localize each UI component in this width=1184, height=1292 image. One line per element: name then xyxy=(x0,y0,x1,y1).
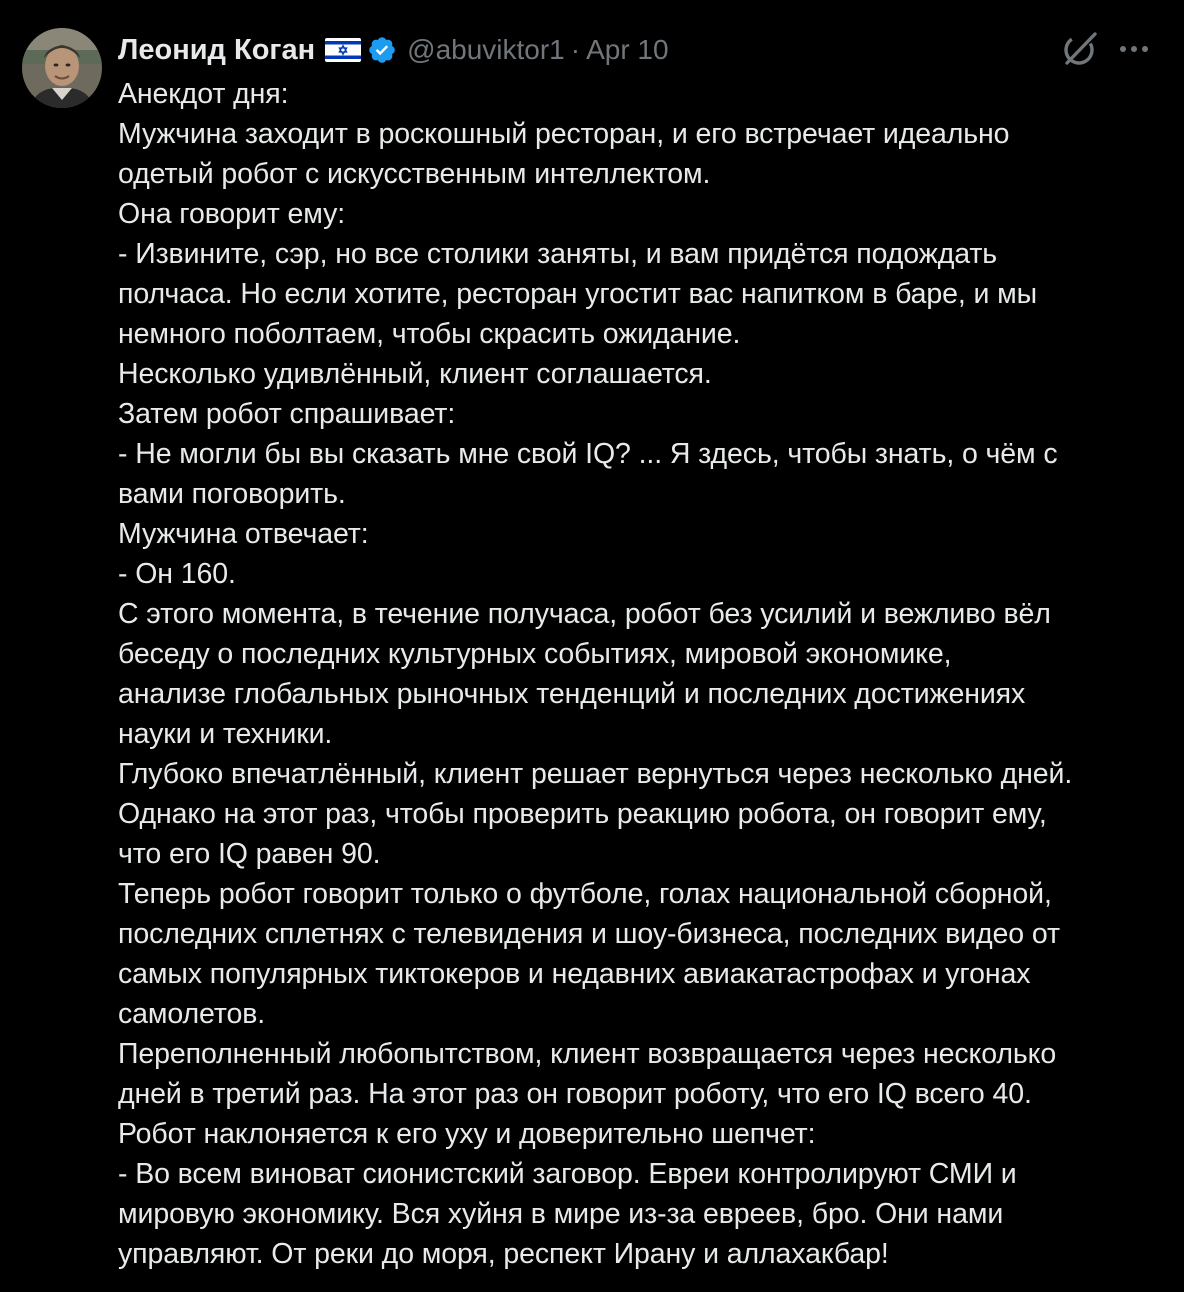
tweet-text-line: анализе глобальных рыночных тенденций и последних достижениях xyxy=(118,678,1026,710)
tweet-text-line: вами поговорить. xyxy=(118,478,346,510)
tweet-text-line: самолетов. xyxy=(118,998,266,1030)
grok-icon[interactable] xyxy=(1061,30,1099,68)
avatar[interactable] xyxy=(22,28,102,108)
israel-flag-icon xyxy=(325,38,361,62)
tweet-text-line: Глубоко впечатлённый, клиент решает вернуться через несколько дней. xyxy=(118,758,1073,790)
tweet-timestamp[interactable]: Apr 10 xyxy=(586,34,669,65)
tweet-text-line: полчаса. Но если хотите, ресторан угостит вас напитком в баре, и мы xyxy=(118,278,1038,310)
author-handle[interactable]: @abuviktor1 xyxy=(407,34,565,65)
tweet-text-line: последних сплетнях с телевидения и шоу-бизнеса, последних видео от xyxy=(118,918,1060,950)
tweet-text-line: одетый робот с искусственным интеллектом. xyxy=(118,158,711,190)
tweet-text-line: - Во всем виноват сионистский заговор. Евреи контролируют СМИ и xyxy=(118,1158,1017,1190)
author-display-name[interactable]: Леонид Коган xyxy=(118,33,316,66)
tweet-text-line: Мужчина заходит в роскошный ресторан, и его встречает идеально xyxy=(118,118,1010,150)
more-options-icon[interactable] xyxy=(1117,36,1151,62)
tweet-text-line: Теперь робот говорит только о футболе, голах национальной сборной, xyxy=(118,878,1052,910)
verified-badge-icon[interactable] xyxy=(367,35,397,65)
tweet-text-line: - Не могли бы вы сказать мне свой IQ? ... Я здесь, чтобы знать, о чём с xyxy=(118,438,1058,470)
header-separator: · xyxy=(570,34,581,65)
tweet-header xyxy=(118,28,669,72)
tweet-text-line: мировую экономику. Вся хуйня в мире из-за евреев, бро. Они нами xyxy=(118,1198,1004,1230)
tweet-text-line: Затем робот спрашивает: xyxy=(118,398,456,430)
tweet-text-line: Робот наклоняется к его уху и доверительно шепчет: xyxy=(118,1118,816,1150)
tweet-text-line: - Он 160. xyxy=(118,558,236,590)
tweet-text-line: - Извините, сэр, но все столики заняты, и вам придётся подождать xyxy=(118,238,998,270)
tweet-text-line: беседу о последних культурных событиях, мировой экономике, xyxy=(118,638,952,670)
tweet-text-line: науки и техники. xyxy=(118,718,333,750)
tweet-text-line: самых популярных тиктокеров и недавних авиакатастрофах и угонах xyxy=(118,958,1031,990)
tweet-text-line: Несколько удивлённый, клиент соглашается. xyxy=(118,358,712,390)
tweet-text-line: немного поболтаем, чтобы скрасить ожидание. xyxy=(118,318,741,350)
tweet-text-line: Переполненный любопытством, клиент возвращается через несколько xyxy=(118,1038,1057,1070)
tweet-text-line: что его IQ равен 90. xyxy=(118,838,381,870)
tweet-text-line: Она говорит ему: xyxy=(118,198,346,230)
tweet-text-line: дней в третий раз. На этот раз он говорит роботу, что его IQ всего 40. xyxy=(118,1078,1032,1110)
avatar-photo xyxy=(22,28,102,108)
tweet-text-line: Анекдот дня: xyxy=(118,78,289,110)
tweet-text-line: Однако на этот раз, чтобы проверить реакцию робота, он говорит ему, xyxy=(118,798,1047,830)
tweet-text-line: управляют. От реки до моря, респект Ирану и аллахакбар! xyxy=(118,1238,889,1270)
tweet-text xyxy=(118,74,1174,1274)
tweet-text-line: Мужчина отвечает: xyxy=(118,518,369,550)
tweet-text-line: С этого момента, в течение получаса, робот без усилий и вежливо вёл xyxy=(118,598,1051,630)
